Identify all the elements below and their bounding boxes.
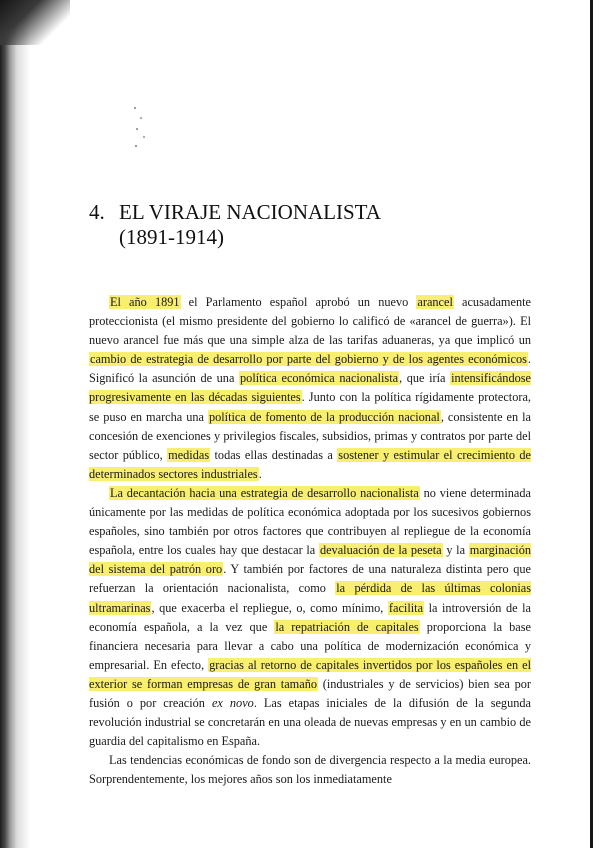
highlighted-text: sostener y estimular el crecimiento de determinados sectores industriales (89, 447, 532, 481)
highlighted-text: medidas (168, 447, 210, 462)
highlighted-text: la repatriación de capitales (275, 619, 419, 634)
text-run: no viene determinada únicamente por las medidas de política económica adoptada por los sucesivos gobiernos españoles, sino también por otros factores que contribuyen al repliegue de la economía española, entre los cuales hay que destacar la (89, 485, 531, 558)
text-run: y la (442, 543, 469, 558)
highlighted-text: cambio de estrategia de desarrollo por parte del gobierno y de los agentes económicos (90, 352, 527, 367)
paragraph (89, 751, 531, 789)
paragraph (89, 293, 531, 484)
highlighted-text: facilita (388, 600, 424, 615)
scan-specks (132, 104, 148, 150)
text-run: . (258, 466, 262, 481)
page-corner-shadow (0, 0, 70, 45)
text-run: (industriales y de servicios) bien sea por fusión o por creación (89, 676, 531, 710)
text-run: . Junto con la política rígidamente protectora, se puso en marcha una (89, 390, 531, 424)
page-edge-bar (590, 0, 593, 848)
page-gutter-shadow (0, 0, 30, 848)
chapter-title-line-1: EL VIRAJE NACIONALISTA (119, 200, 381, 224)
text-run: proporciona la base financiera necesaria para llevar a cabo una política de modernización económica y empresarial. En efecto, (89, 619, 531, 672)
text-run: , que iría (399, 371, 451, 386)
text-run: Las tendencias económicas de fondo son de divergencia respecto a la media europea. Sorprendentemente, los mejores años son los inmediatamente (89, 753, 531, 787)
highlighted-text: El año 1891 (110, 295, 180, 309)
chapter-number: 4. (89, 200, 105, 224)
text-run: , consistente en la concesión de exenciones y privilegios fiscales, subsidios, primas y contratos por parte del sector público, (89, 409, 531, 462)
text-run: la introversión de la economía española, a la vez que (89, 600, 531, 634)
text-run: , que exacerba el repliegue, o, como mínimo, (151, 600, 388, 615)
highlighted-text: intensificándose progresivamente en las décadas siguientes (89, 371, 531, 405)
text-run: . Significó la asunción de una (89, 352, 531, 386)
chapter-title-line-2: (1891-1914) (119, 225, 224, 249)
highlighted-text: La decantación hacia una estrategia de desarrollo nacionalista (110, 485, 419, 500)
text-run: . Las etapas iniciales de la difusión de la segunda revolución industrial se concretarán en una oleada de nuevas empresas y en un cambio de guardia del capitalismo en España. (89, 695, 531, 749)
highlighted-text: devaluación de la peseta (319, 543, 442, 558)
paragraph (89, 484, 531, 751)
highlighted-text: marginación del sistema del patrón oro (89, 543, 531, 577)
highlighted-text: la pérdida de las últimas colonias ultramarinas (89, 581, 531, 615)
highlighted-text: gracias al retorno de capitales invertidos por los españoles en el exterior se forman empresas de gran tamaño (89, 657, 531, 691)
highlighted-text: arancel (417, 295, 453, 309)
text-run: acusadamente proteccionista (el mismo presidente del gobierno lo calificó de «arancel de guerra»). El nuevo arancel fue más que una simple alza de las tarifas aduaneras, ya que implicó un (89, 295, 531, 348)
text-run: . Y también por factores de una naturaleza distinta pero que refuerzan la orientación nacionalista, como (89, 562, 531, 596)
highlighted-text: política económica nacionalista (240, 371, 399, 386)
highlighted-text: política de fomento de la producción nacional (208, 409, 440, 424)
text-run: el Parlamento español aprobó un nuevo (180, 295, 417, 309)
italic-text: ex novo (211, 695, 254, 710)
body-text (89, 293, 531, 789)
text-run: todas ellas destinadas a (210, 447, 338, 462)
